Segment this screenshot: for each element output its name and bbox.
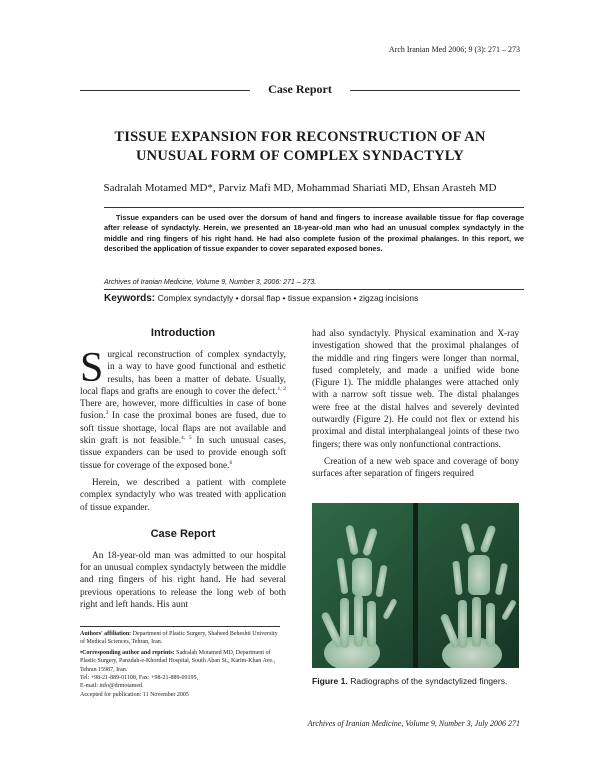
- footer-text: Archives of Iranian Medicine, Volume 9, Number 3, July 2006 271: [307, 719, 520, 728]
- ref-6: 6: [229, 459, 233, 466]
- citation: Archives of Iranian Medicine, Volume 9, Number 3, 2006: 271 – 273.: [104, 279, 317, 286]
- keywords-label: Keywords:: [104, 293, 156, 304]
- intro-p1-end: In such unusual cases, tissue expanders can be used to provide enough soft tissue for coverage of the exposed bone.: [80, 436, 286, 471]
- abstract: [104, 213, 524, 255]
- keywords-line: [104, 293, 544, 304]
- intro-p1-mid: There are, however, more difficulties in case of bone fusion.: [80, 399, 286, 422]
- abstract-text: Tissue expanders can be used over the dorsum of hand and fingers to increase available tissue for flap coverage after release of syndactyly. Herein, we presented an 18-year-old man who had an unusual complex syndactyly in the middle and ring fingers of his right hand. He had also complete fusion of the proximal phalanges. In this report, we described the application of tissue expander to cover separated exposed bones.: [104, 213, 524, 254]
- affiliation: [80, 630, 280, 647]
- affiliation-text: Department of Plastic Surgery, Shaheed Beheshti University of Medical Sciences, Tehran, Iran.: [80, 631, 278, 646]
- authors-text: Sadralah Motamed MD*, Parviz Mafi MD, Mohammad Shariati MD, Ehsan Arasteh MD: [103, 182, 497, 194]
- author-list: [60, 182, 540, 194]
- figure-caption-text: Radiographs of the syndactylized fingers.: [347, 676, 508, 686]
- intro-paragraph-2: Herein, we described a patient with complete complex syndactyly who was treated with application of tissue expander.: [80, 477, 286, 513]
- case-paragraph-1: An 18-year-old man was admitted to our hospital for an unusual complex syndactyly between the middle and ring fingers of his right hand. He had several previous operations to release the long web of both right and left hands. His aunt: [80, 550, 286, 611]
- drop-cap: S: [80, 345, 104, 391]
- figure-label: Figure 1.: [312, 676, 348, 686]
- right-column: [312, 328, 519, 481]
- keywords-list: Complex syndactyly • dorsal flap • tissue expansion • zigzag incisions: [157, 293, 419, 303]
- contact-tel: Tel: +98-21-889-01108, Fax: +98-21-889-09195,: [80, 675, 198, 682]
- intro-body: [80, 345, 286, 514]
- left-column: [80, 327, 286, 611]
- corresponding-label: •Corresponding author and reprints:: [80, 649, 175, 656]
- ref-4-5: 4, 5: [181, 434, 192, 441]
- case-body: [80, 550, 286, 611]
- figure-1-caption: [312, 676, 519, 687]
- footnote-rule: [80, 626, 280, 627]
- right-paragraph-2: Creation of a new web space and coverage of bony surfaces after separation of fingers required: [312, 456, 519, 480]
- right-paragraph-1: had also syndactyly. Physical examination and X-ray investigation showed that the proximal phalanges of the middle and ring fingers were longer than normal, fused completely, and made a unified wide bone (Figure 1). The middle phalanges were attached only with a narrow soft tissue web. The distal phalanges were free at the distal halves and severely devinted outwardly (Figure 2). He could not flex or extend his proximal and distal interphalangeal joints of these two fingers; there was only nonfunctional contractions.: [312, 329, 519, 450]
- contact-email: E-mail: info@drmotamed.: [80, 683, 144, 690]
- case-heading: Case Report: [150, 527, 216, 540]
- section-label: Case Report: [268, 82, 332, 96]
- ref-1-2: 1, 2: [277, 385, 286, 392]
- running-head: Arch Iranian Med 2006; 9 (3): 271 – 273: [388, 45, 520, 54]
- citation-rule: [104, 289, 524, 290]
- radiograph-image: [312, 503, 519, 668]
- intro-heading: Introduction: [150, 327, 216, 339]
- intro-p1-lead: urgical reconstruction of complex syndactyly, in a way to have good functional and esthetic results, has been a matter of debate. Usually, local flaps and grafts are enough to cover the defect.: [80, 350, 286, 397]
- corresponding-author: [80, 649, 280, 674]
- footnote: [80, 630, 280, 699]
- figure-1-radiograph: [312, 503, 519, 668]
- intro-p1-mid2: In case the proximal bones are fused, due to soft tissue shortage, local flaps are not available and skin graft is not feasible.: [80, 411, 286, 447]
- ref-3: 3: [105, 410, 109, 417]
- corresponding-text: Sadralah Motamed MD, Department of Plastic Surgery, Panzdah-e-Khordad Hospital, South Aban St., Karim-Khan Ave., Tehran 15987, Iran.: [80, 649, 276, 673]
- intro-paragraph-1: [80, 345, 286, 472]
- article-title: TISSUE EXPANSION FOR RECONSTRUCTION OF AN UNUSUAL FORM OF COMPLEX SYNDACTYLY: [114, 129, 486, 164]
- abstract-top-rule: [104, 207, 524, 208]
- accepted-date: Accepted for publication: 11 November 2005: [80, 691, 189, 698]
- affiliation-label: Authors' affiliation:: [80, 631, 132, 637]
- page-footer: [308, 719, 520, 728]
